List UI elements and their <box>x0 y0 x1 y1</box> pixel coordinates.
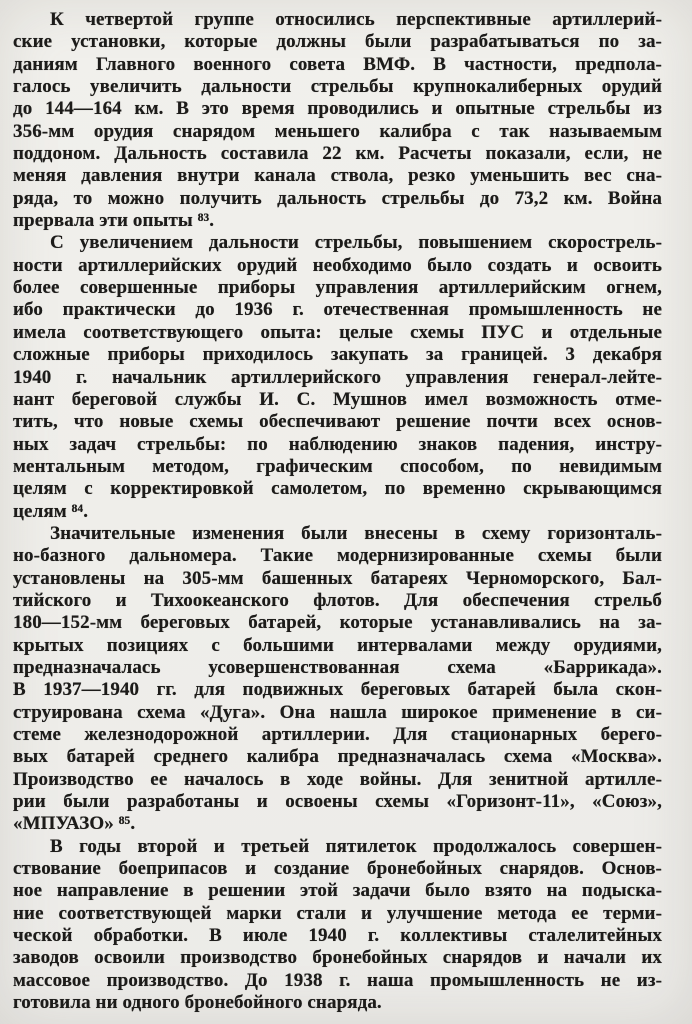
text-line: но-базного дальномера. Такие модернизированные схемы были <box>13 545 662 567</box>
text-line: ческой обработки. В июле 1940 г. коллективы сталелитейных <box>13 925 662 947</box>
text-line: целям с корректировкой самолетом, по временно скрывающимся <box>13 478 662 500</box>
text-line: предназначалась усовершенствованная схема «Баррикада». <box>13 656 662 678</box>
text-line: вых батарей среднего калибра предназначалась схема «Москва». <box>13 746 662 768</box>
text-line: прервала эти опыты ⁸³. <box>13 210 215 232</box>
text-line: сложные приборы приходилось закупать за границей. 3 декабря <box>13 344 662 366</box>
text-line: имела соответствующего опыта: целые схемы ПУС и отдельные <box>13 321 662 343</box>
text-line: ние соответствующей марки стали и улучшение метода ее терми- <box>13 902 662 924</box>
text-line: В 1937—1940 гг. для подвижных береговых батарей была скон- <box>13 679 662 701</box>
text-line: тийского и Тихоокеанского флотов. Для обеспечения стрельб <box>13 589 662 611</box>
text-line: нант береговой службы И. С. Мушнов имел возможность отме- <box>13 388 662 410</box>
text-line: крытых позициях с большими интервалами между орудиями, <box>13 634 662 656</box>
text-line: массовое производство. До 1938 г. наша промышленность не из- <box>13 969 662 991</box>
text-line: ментальным методом, графическим способом, по невидимым <box>13 455 662 477</box>
paragraph <box>13 523 662 836</box>
text-line: 1940 г. начальник артиллерийского управления генерал-лейте- <box>13 366 662 388</box>
text-line: ские установки, которые должны были разрабатываться по за- <box>13 31 662 53</box>
text-line: более совершенные приборы управления артиллерийским огнем, <box>13 277 662 299</box>
text-line: готовила ни одного бронебойного снаряда. <box>13 992 382 1014</box>
text-line: 356-мм орудия снарядом меньшего калибра с так называемым <box>13 120 662 142</box>
text-line: заводов освоили производство бронебойных снарядов и начали их <box>13 947 662 969</box>
text-line: Значительные изменения были внесены в схему горизонталь- <box>50 522 662 544</box>
text-line: К четвертой группе относились перспективные артиллерий- <box>50 9 662 30</box>
text-line: стеме железнодорожной артиллерии. Для стационарных берего- <box>13 724 662 745</box>
text-line: рии были разработаны и освоены схемы «Горизонт-11», «Союз», <box>13 791 662 813</box>
text-line: даниям Главного военного совета ВМФ. В частности, предпола- <box>13 53 662 75</box>
text-line: меняя давления внутри канала ствола, резко уменьшить вес сна- <box>13 165 662 187</box>
paragraph <box>13 232 662 522</box>
text-line: ряда, то можно получить дальность стрельбы до 73,2 км. Война <box>13 187 662 209</box>
text-line: ное направление в решении этой задачи было взято на подыска- <box>13 880 662 902</box>
text-line: галось увеличить дальности стрельбы крупнокалиберных орудий <box>13 76 662 98</box>
text-line: до 144—164 км. В это время проводились и опытные стрельбы из <box>13 98 662 120</box>
text-line: ствование боеприпасов и создание бронебойных снарядов. Основ- <box>13 858 662 880</box>
text-line: «МПУАЗО» ⁸⁵. <box>13 813 136 835</box>
page-text <box>13 9 662 1014</box>
text-line: С увеличением дальности стрельбы, повышением скорострель- <box>50 232 662 254</box>
text-line: ных задач стрельбы: по наблюдению знаков падения, инстру- <box>13 433 662 455</box>
text-line: струирована схема «Дуга». Она нашла широкое применение в си- <box>13 701 662 723</box>
text-line: ности артиллерийских орудий необходимо было создать и освоить <box>13 254 662 276</box>
text-line: Производство ее началось в ходе войны. Для зенитной артилле- <box>13 768 662 790</box>
text-line: тить, что новые схемы обеспечивают решение почти всех основ- <box>13 411 662 433</box>
text-line: ибо практически до 1936 г. отечественная промышленность не <box>13 299 662 321</box>
text-line: В годы второй и третьей пятилеток продолжалось совершен- <box>50 835 662 857</box>
text-line: целям ⁸⁴. <box>13 500 89 522</box>
paragraph <box>13 9 662 232</box>
text-line: 180—152-мм береговых батарей, которые устанавливались на за- <box>13 612 662 634</box>
paragraph <box>13 836 662 1015</box>
text-line: установлены на 305-мм башенных батареях Черноморского, Бал- <box>13 567 662 589</box>
text-line: поддоном. Дальность составила 22 км. Расчеты показали, если, не <box>13 143 662 165</box>
